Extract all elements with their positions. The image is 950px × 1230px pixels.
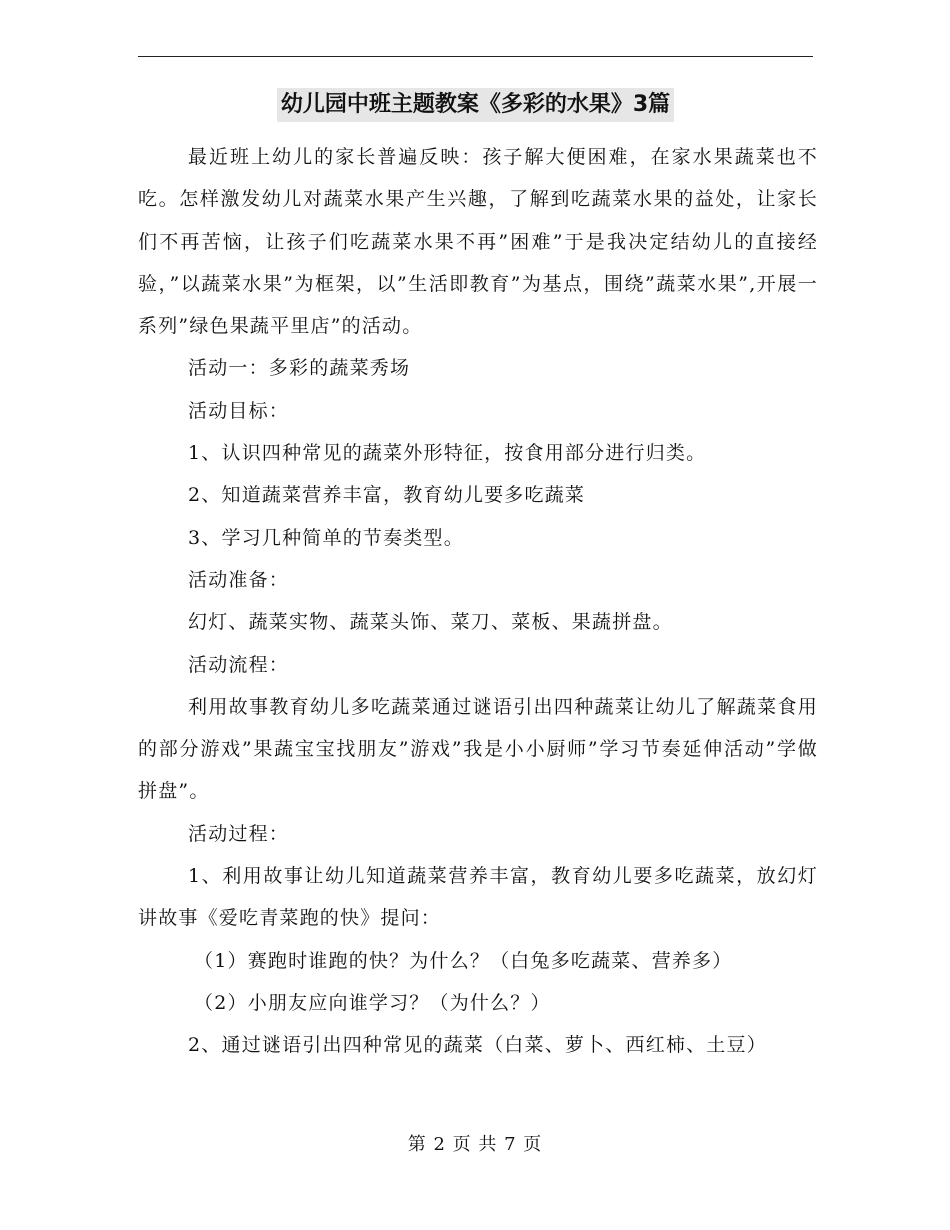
process-step: 2、通过谜语引出四种常见的蔬菜（白菜、萝卜、西红柿、土豆） (188, 1034, 767, 1057)
goals-heading: 活动目标： (188, 399, 290, 422)
flow-text: 利用故事教育幼儿多吃蔬菜通过谜语引出四种蔬菜让幼儿了解蔬菜食用的部分游戏”果蔬宝宝找朋友”游戏”我是小小厨师”学习节奏延伸活动”学做拼盘”。 (138, 695, 818, 803)
document-body (138, 136, 818, 1067)
page-footer (0, 1130, 950, 1156)
process-heading: 活动过程： (188, 822, 290, 845)
process-step: 1、利用故事让幼儿知道蔬菜营养丰富，教育幼儿要多吃蔬菜，放幻灯讲故事《爱吃青菜跑的快》提问： (138, 865, 818, 930)
goal-item: 3、学习几种简单的节奏类型。 (188, 526, 464, 549)
title-container (138, 88, 813, 122)
intro-paragraph: 最近班上幼儿的家长普遍反映：孩子解大便困难，在家水果蔬菜也不吃。怎样激发幼儿对蔬菜水果产生兴趣，了解到吃蔬菜水果的益处，让家长们不再苦恼，让孩子们吃蔬菜水果不再”困难”于是我决定结幼儿的直接经验，”以蔬菜水果”为框架，以”生活即教育”为基点，围绕”蔬菜水果”,开展一系列”绿色果蔬平里店”的活动。 (138, 146, 818, 338)
header-rule (138, 56, 813, 57)
document-title: 幼儿园中班主题教案《多彩的水果》3篇 (277, 88, 674, 122)
page-number: 第 2 页 共 7 页 (407, 1134, 543, 1155)
flow-heading: 活动流程： (188, 653, 290, 676)
question-item: （2）小朋友应向谁学习？（为什么？） (194, 991, 551, 1014)
preparation-text: 幻灯、蔬菜实物、蔬菜头饰、菜刀、菜板、果蔬拼盘。 (188, 611, 673, 634)
goal-item: 2、知道蔬菜营养丰富，教育幼儿要多吃蔬菜 (188, 484, 586, 507)
activity-heading: 活动一：多彩的蔬菜秀场 (188, 357, 411, 380)
question-item: （1）赛跑时谁跑的快？为什么？（白兔多吃蔬菜、营养多） (194, 949, 733, 972)
preparation-heading: 活动准备： (188, 568, 290, 591)
goal-item: 1、认识四种常见的蔬菜外形特征，按食用部分进行归类。 (188, 442, 707, 465)
